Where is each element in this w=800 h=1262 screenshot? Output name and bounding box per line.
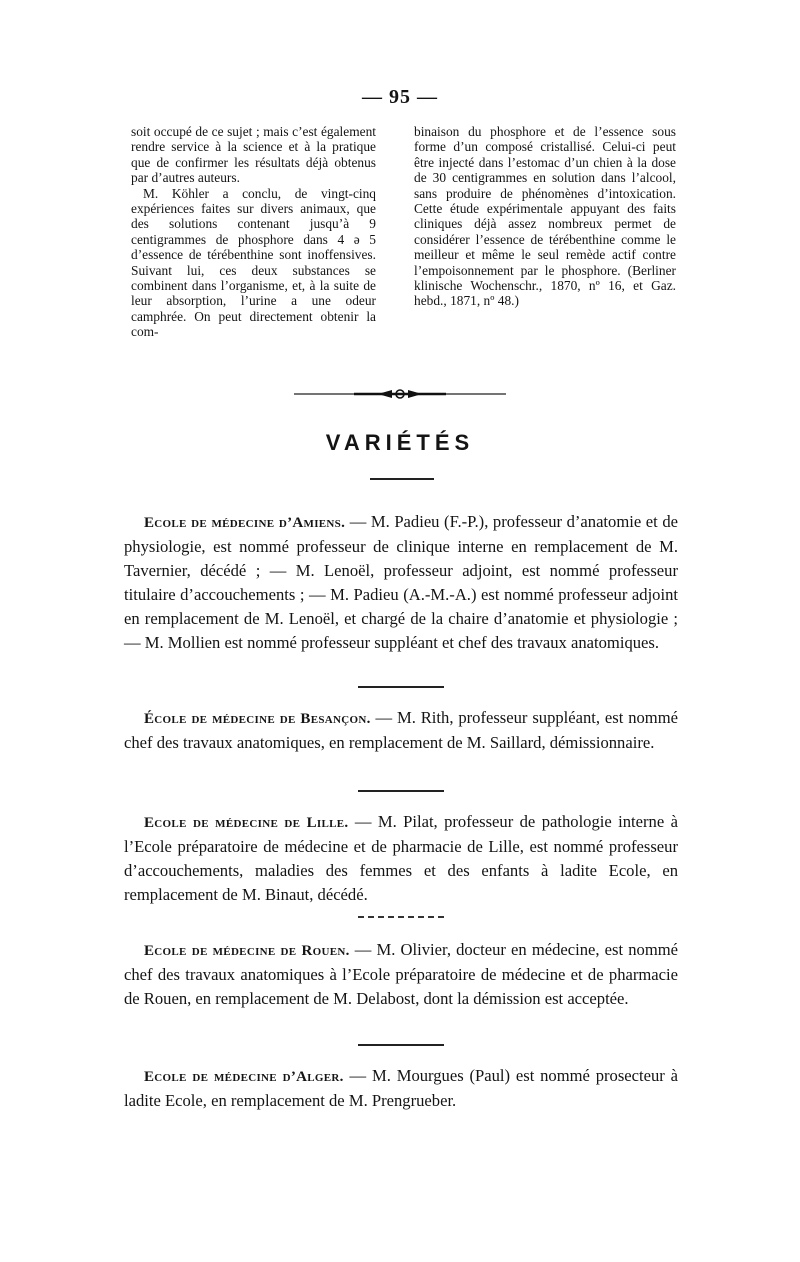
- notice-amiens: [124, 510, 678, 655]
- school-name: Ecole de médecine d’Amiens.: [144, 515, 346, 531]
- notice-alger: [124, 1064, 678, 1113]
- notice-text: — M. Rith, professeur suppléant, est nommé chef des travaux anatomiques, en remplacement de M. Saillard, démissionnaire.: [124, 708, 678, 752]
- left-paragraph-1: soit occupé de ce sujet ; mais c’est également rendre service à la science et à la pratique que de confirmer les résultats déjà obtenus par d’autres auteurs.: [131, 124, 376, 186]
- notice-lille: [124, 810, 678, 907]
- school-name: Ecole de médecine de Rouen.: [144, 943, 350, 959]
- notice-text: — M. Padieu (F.-P.), professeur d’anatomie et de physiologie, est nommé professeur de clinique interne en remplacement de M. Tavernier, décédé ; — M. Lenoël, professeur adjoint, est nommé professeur titulaire d’accouchements ; — M. Padieu (A.-M.-A.) est nommé professeur adjoint en remplacement de M. Lenoël, et chargé de la chaire d’anatomie et physiologie ; — M. Mollien est nommé professeur suppléant et chef des travaux anatomiques.: [124, 512, 678, 652]
- school-name: Ecole de médecine d’Alger.: [144, 1069, 344, 1085]
- citation: (Berliner klinische Wochenschr., 1870, nº 16, et Gaz. hebd., 1871, nº 48.): [414, 262, 676, 309]
- notice-text: — M. Olivier, docteur en médecine, est nommé chef des travaux anatomiques à l’Ecole préparatoire de médecine et de pharmacie de Rouen, en remplacement de M. Delabost, dont la démission est acceptée.: [124, 940, 678, 1008]
- school-name: Ecole de médecine de Lille.: [144, 815, 349, 831]
- notice-text: — M. Pilat, professeur de pathologie interne à l’Ecole préparatoire de médecine et de pharmacie de Lille, est nommé professeur d’accouchements, maladies des femmes et des enfants à ladite Ecole, en remplacement de M. Binaut, décédé.: [124, 812, 678, 904]
- notice-rouen: [124, 938, 678, 1011]
- divider: [358, 1044, 444, 1046]
- divider: [358, 916, 444, 918]
- section-title: VARIÉTÉS: [325, 430, 475, 455]
- right-column: [414, 124, 676, 309]
- title-rule: [370, 478, 434, 480]
- divider: [358, 790, 444, 792]
- notice-besancon: [124, 706, 678, 755]
- ornament-divider: [294, 386, 506, 402]
- right-paragraph-text: binaison du phosphore et de l’essence sous forme d’un composé cristallisé. Celui-ci peut être injecté dans l’estomac d’un chien à la dose de 30 centigrammes en solution dans l’alcool, sans produire de phénomènes d’intoxication. Cette étude expérimentale appuyant des faits cliniques déjà assez nombreux permet de considérer l’essence de térébenthine comme le meilleur et même le seul remède actif contre l’empoisonnement par le phosphore.: [414, 124, 676, 278]
- page-number: — 95 —: [362, 86, 438, 108]
- right-paragraph: [414, 124, 676, 309]
- divider: [358, 686, 444, 688]
- notice-text: — M. Mourgues (Paul) est nommé prosecteur à ladite Ecole, en remplacement de M. Prengrueber.: [124, 1066, 679, 1110]
- left-paragraph-2: M. Köhler a conclu, de vingt-cinq expériences faites sur divers animaux, que des solutions contenant jusqu’à 9 centigrammes de phosphore dans 4 ə 5 d’essence de térébenthine sont inoffensives. Suivant lui, ces deux substances se combinent dans l’organisme, et, à la suite de leur absorption, l’urine a une odeur camphrée. On peut directement obtenir la com-: [131, 185, 376, 340]
- school-name: École de médecine de Besançon.: [144, 711, 371, 727]
- left-column: [131, 124, 376, 340]
